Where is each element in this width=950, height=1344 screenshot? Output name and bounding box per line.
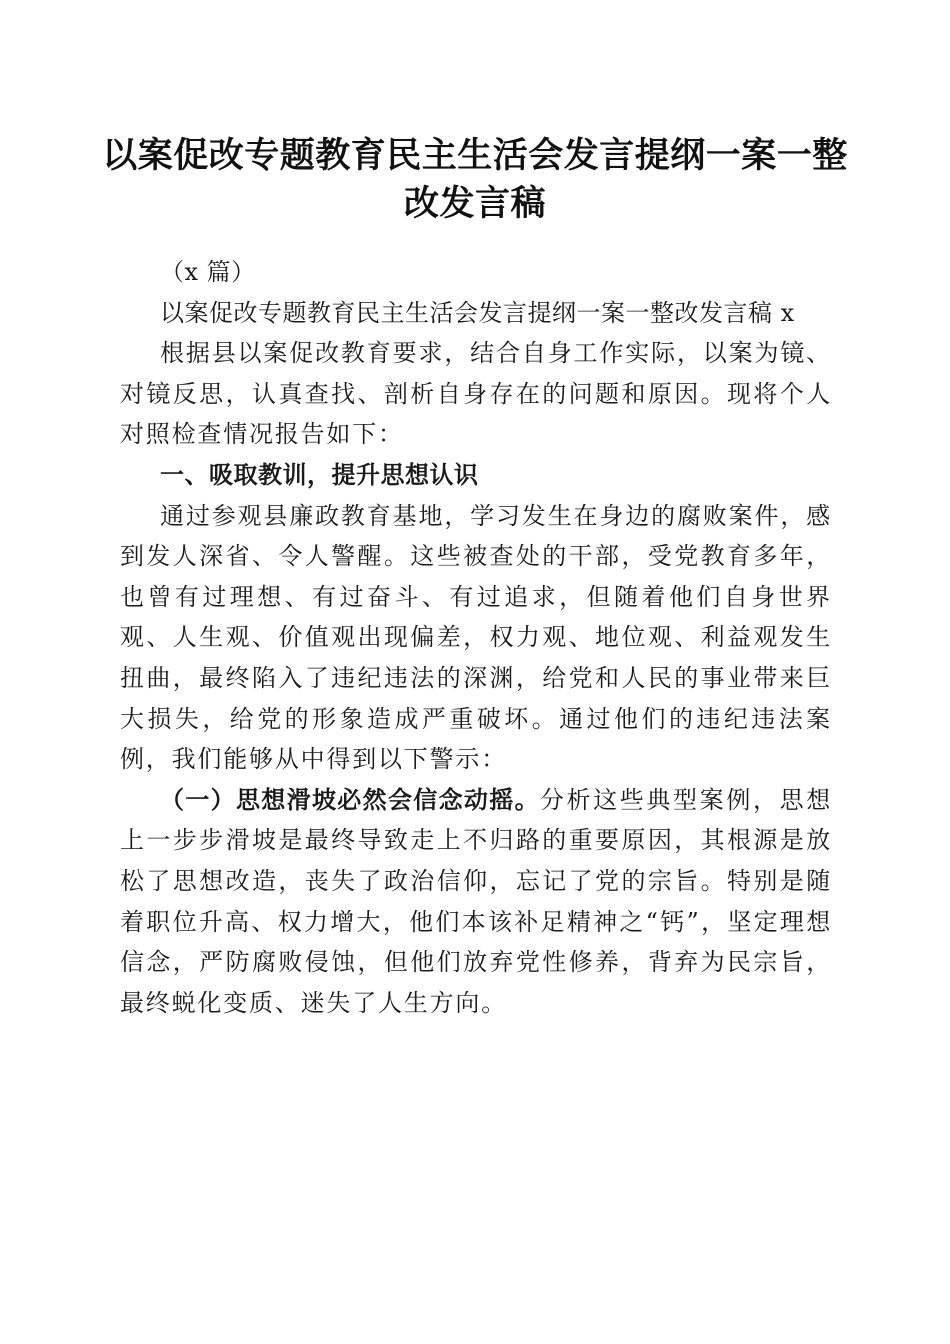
section-heading: 一、吸取教训，提升思想认识 — [160, 460, 479, 489]
document-title: 以案促改专题教育民主生活会发言提纲一案一整改发言稿 — [102, 135, 848, 224]
intro-paragraph: 根据县以案促改教育要求，结合自身工作实际，以案为镜、对镜反思，认真查找、剖析自身存在的问题和原因。现将个人对照检查情况报告如下： — [120, 339, 832, 449]
point-text: 分析这些典型案例，思想上一步步滑坡是最终导致走上不归路的重要原因，其根源是放松了思想改造，丧失了政治信仰，忘记了党的宗旨。特别是随着职位升高、权力增大，他们本该补足精神之“钙”，坚定理想信念，严防腐败侵蚀，但他们放弃党性修养，背弃为民宗旨，最终蜕化变质、迷失了人生方向。 — [120, 785, 832, 1017]
heading-line: 以案促改专题教育民主生活会发言提纲一案一整改发言稿 x — [160, 298, 795, 327]
point-paragraph — [120, 780, 832, 1024]
section-paragraph: 通过参观县廉政教育基地，学习发生在身边的腐败案件，感到发人深省、令人警醒。这些被查处的干部，受党教育多年，也曾有过理想、有过奋斗、有过追求，但随着他们自身世界观、人生观、价值观出现偏差，权力观、地位观、利益观发生扭曲，最终陷入了违纪违法的深渊，给党和人民的事业带来巨大损失，给党的形象造成严重破坏。通过他们的违纪违法案例，我们能够从中得到以下警示： — [120, 501, 832, 774]
point-lead: （一）思想滑坡必然会信念动摇。 — [160, 785, 540, 814]
subtitle: （x 篇） — [160, 258, 256, 286]
document-body — [120, 252, 832, 1023]
